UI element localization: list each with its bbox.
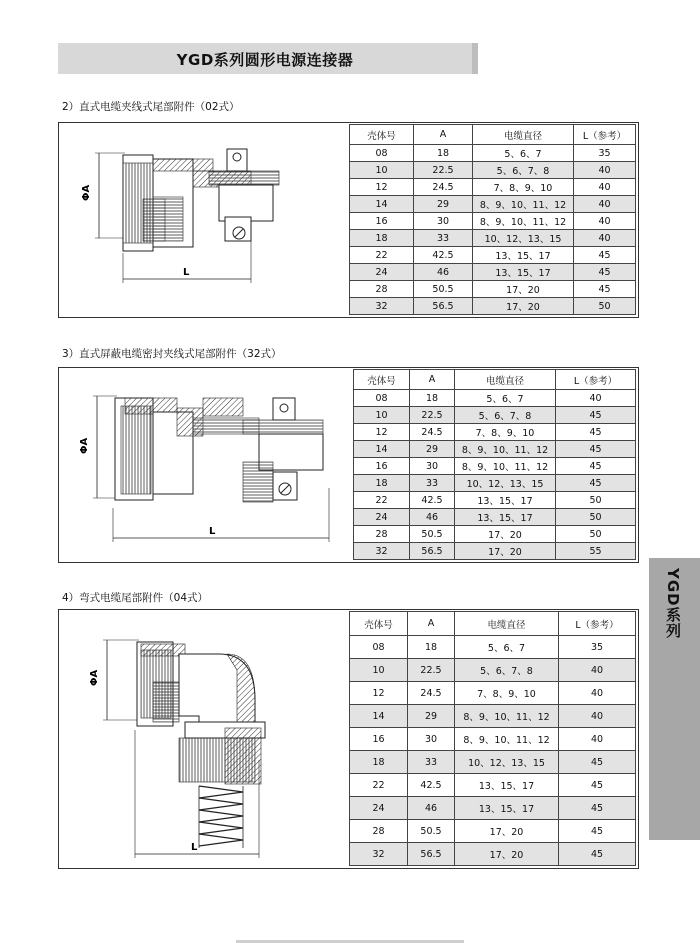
table-row: 28 50.5 17、20 50 [354, 526, 636, 543]
table-row: 16 30 8、9、10、11、12 45 [354, 458, 636, 475]
table-row: 24 46 13、15、17 50 [354, 509, 636, 526]
table-row: 12 24.5 7、8、9、10 45 [354, 424, 636, 441]
table-row: 14 29 8、9、10、11、12 40 [350, 196, 636, 213]
table-row: 16 30 8、9、10、11、12 40 [350, 213, 636, 230]
table-row: 32 56.5 17、20 45 [350, 843, 636, 866]
table-row: 08 18 5、6、7 35 [350, 145, 636, 162]
table-row: 16 30 8、9、10、11、12 40 [350, 728, 636, 751]
table-row: 18 33 10、12、13、15 40 [350, 230, 636, 247]
section-02-label: 2）直式电缆夹线式尾部附件（02式） [62, 101, 240, 113]
header-a: A [414, 125, 473, 145]
table-row: 18 33 10、12、13、15 45 [354, 475, 636, 492]
page-title: YGD系列圆形电源连接器 [176, 51, 354, 69]
spec-table-04 [349, 611, 636, 866]
section-32-panel [58, 367, 639, 563]
table-row: 08 18 5、6、7 40 [354, 390, 636, 407]
dim-l-label: L [183, 267, 190, 278]
title-bar [58, 43, 478, 74]
spec-table-32 [353, 369, 636, 560]
spring-icon [199, 786, 243, 848]
header-cable: 电缆直径 [455, 612, 559, 636]
table-row: 14 29 8、9、10、11、12 40 [350, 705, 636, 728]
header-l: L（参考） [559, 612, 636, 636]
header-cable: 电缆直径 [455, 370, 556, 390]
table-row: 10 22.5 5、6、7、8 40 [350, 162, 636, 179]
table-row: 28 50.5 17、20 45 [350, 820, 636, 843]
table-row: 32 56.5 17、20 50 [350, 298, 636, 315]
table-row: 18 33 10、12、13、15 45 [350, 751, 636, 774]
section-32-label: 3）直式屏蔽电缆密封夹线式尾部附件（32式） [62, 348, 282, 360]
dim-a-label: ΦA [79, 437, 90, 454]
table-row: 22 42.5 13、15、17 50 [354, 492, 636, 509]
side-tab-label: YGD系列 [664, 568, 682, 639]
table-row: 22 42.5 13、15、17 45 [350, 774, 636, 797]
side-tab [649, 558, 700, 840]
section-02-panel [58, 122, 639, 318]
dim-a-label: ΦA [89, 669, 100, 686]
table-row: 12 24.5 7、8、9、10 40 [350, 179, 636, 196]
table-row: 24 46 13、15、17 45 [350, 264, 636, 281]
dim-l-label: L [209, 526, 216, 537]
spec-table-02 [349, 124, 636, 315]
section-04-panel [58, 609, 639, 869]
connector-32-drawing [59, 368, 349, 562]
header-shell: 壳体号 [350, 612, 408, 636]
table-row: 32 56.5 17、20 55 [354, 543, 636, 560]
header-shell: 壳体号 [354, 370, 410, 390]
dim-a-label: ΦA [81, 184, 92, 201]
header-a: A [410, 370, 455, 390]
header-cable: 电缆直径 [473, 125, 574, 145]
header-l: L（参考） [556, 370, 636, 390]
header-a: A [408, 612, 455, 636]
table-row: 12 24.5 7、8、9、10 40 [350, 682, 636, 705]
section-04-label: 4）弯式电缆尾部附件（04式） [62, 592, 209, 604]
table-row: 22 42.5 13、15、17 45 [350, 247, 636, 264]
dim-l-label: L [191, 842, 198, 853]
table-row: 24 46 13、15、17 45 [350, 797, 636, 820]
header-shell: 壳体号 [350, 125, 414, 145]
header-l: L（参考） [574, 125, 636, 145]
table-row: 10 22.5 5、6、7、8 40 [350, 659, 636, 682]
table-row: 14 29 8、9、10、11、12 45 [354, 441, 636, 458]
table-row: 08 18 5、6、7 35 [350, 636, 636, 659]
connector-02-drawing [59, 123, 349, 317]
connector-04-drawing [59, 610, 349, 868]
table-row: 10 22.5 5、6、7、8 45 [354, 407, 636, 424]
table-row: 28 50.5 17、20 45 [350, 281, 636, 298]
